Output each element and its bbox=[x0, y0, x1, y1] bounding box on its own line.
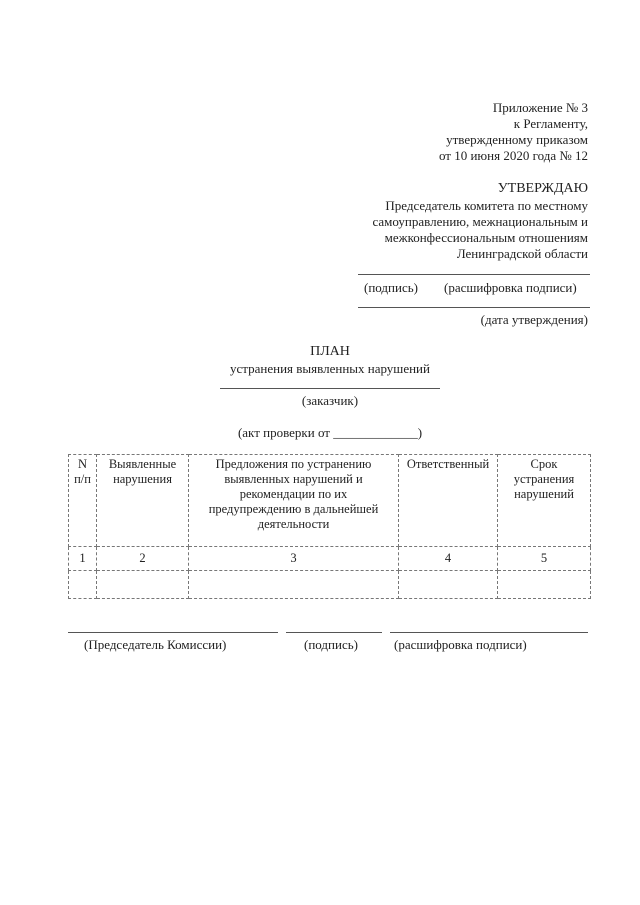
table-row bbox=[69, 571, 591, 599]
table-cell bbox=[399, 571, 498, 599]
column-number-4: 4 bbox=[399, 547, 498, 571]
plan-subtitle: устранения выявленных нарушений bbox=[230, 361, 430, 376]
approval-decoding-label: (расшифровка подписи) bbox=[444, 280, 577, 295]
approval-block bbox=[288, 198, 588, 262]
approval-date-line bbox=[358, 307, 590, 308]
header-proposals: Предложения по устранению выявленных нарушений и рекомендации по их предупреждению в дальнейшей деятельности bbox=[189, 455, 399, 547]
plan-title: ПЛАН bbox=[310, 344, 350, 359]
customer-label: (заказчик) bbox=[301, 393, 359, 408]
table-row bbox=[69, 547, 591, 571]
table-header-row bbox=[69, 455, 591, 547]
footer-signature-line bbox=[286, 632, 382, 633]
chairman-label: (Председатель Комиссии) bbox=[84, 637, 227, 652]
appendix-approved-by: утвержденному приказом bbox=[446, 132, 588, 147]
customer-line bbox=[220, 388, 440, 389]
header-responsible: Ответственный bbox=[399, 455, 498, 547]
approval-position-4: Ленинградской области bbox=[456, 246, 588, 261]
approval-date-label: (дата утверждения) bbox=[480, 312, 588, 327]
table-cell bbox=[189, 571, 399, 599]
appendix-number: Приложение № 3 bbox=[492, 100, 588, 115]
approval-signature-label: (подпись) bbox=[364, 280, 418, 295]
approval-signature-line bbox=[358, 274, 590, 275]
appendix-order-date: от 10 июня 2020 года № 12 bbox=[438, 148, 588, 163]
table-cell bbox=[498, 571, 591, 599]
footer-signature-label: (подпись) bbox=[304, 637, 358, 652]
approval-position-1: Председатель комитета по местному bbox=[385, 198, 588, 213]
table-cell bbox=[69, 571, 97, 599]
column-number-2: 2 bbox=[97, 547, 189, 571]
column-number-1: 1 bbox=[69, 547, 97, 571]
inspection-act-label: (акт проверки от _____________) bbox=[237, 425, 423, 440]
chairman-line bbox=[68, 632, 278, 633]
appendix-block bbox=[328, 100, 588, 164]
table-cell bbox=[97, 571, 189, 599]
approval-title: УТВЕРЖДАЮ bbox=[497, 181, 588, 196]
column-number-3: 3 bbox=[189, 547, 399, 571]
footer-decoding-line bbox=[390, 632, 588, 633]
header-number: N п/п bbox=[69, 455, 97, 547]
appendix-regulation: к Регламенту, bbox=[513, 116, 588, 131]
approval-position-2: самоуправлению, межнациональным и bbox=[372, 214, 588, 229]
header-violations: Выявленные нарушения bbox=[97, 455, 189, 547]
header-deadline: Срок устранения нарушений bbox=[498, 455, 591, 547]
column-number-5: 5 bbox=[498, 547, 591, 571]
plan-table bbox=[68, 454, 591, 599]
footer-decoding-label: (расшифровка подписи) bbox=[394, 637, 527, 652]
approval-position-3: межконфессиональным отношениям bbox=[384, 230, 588, 245]
